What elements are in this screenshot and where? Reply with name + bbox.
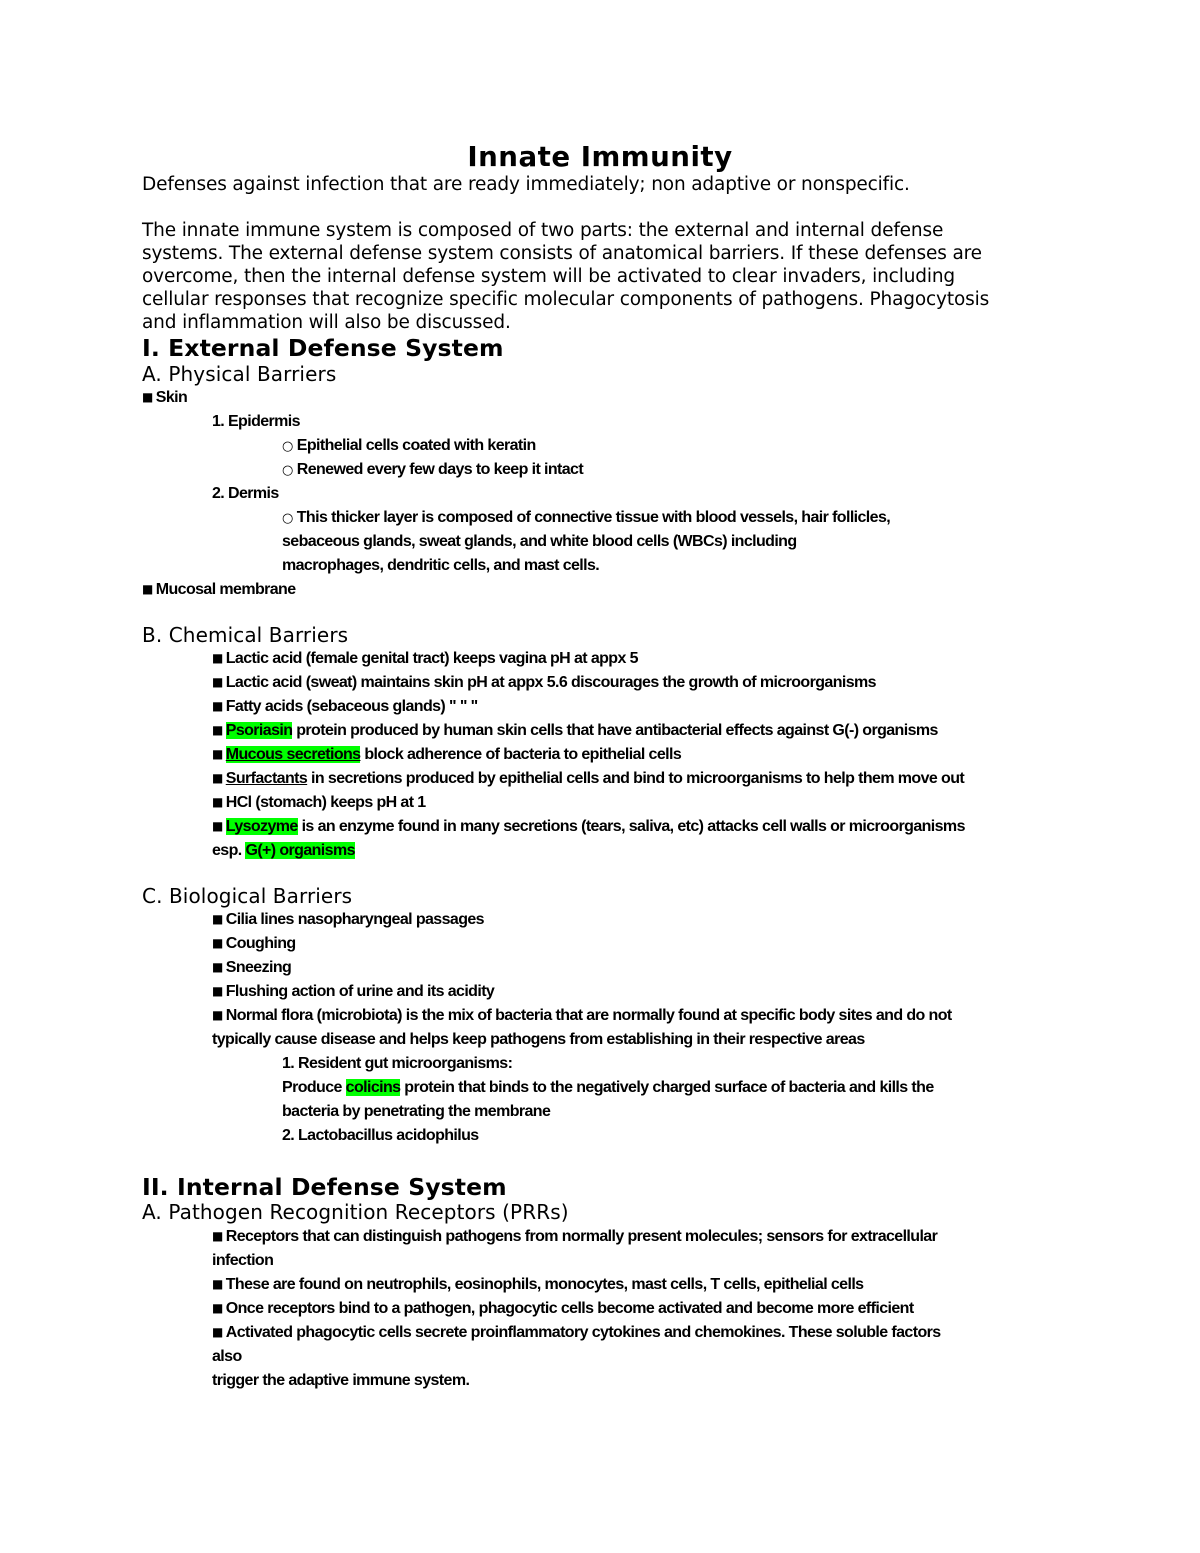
square-bullet-icon: ■	[212, 984, 223, 998]
list-item: ■ Normal flora (microbiota) is the mix of bacteria that are normally found at specific body sites and do not	[212, 1007, 952, 1024]
list-item-resident-gut: 1. Resident gut microorganisms:	[282, 1055, 513, 1072]
square-bullet-icon: ■	[212, 747, 223, 761]
subheading-physical-barriers: A. Physical Barriers	[142, 362, 337, 386]
subtitle: Defenses against infection that are ready immediately; non adaptive or nonspecific.	[142, 174, 910, 195]
list-item-lactobacillus: 2. Lactobacillus acidophilus	[282, 1127, 479, 1144]
square-bullet-icon: ■	[212, 723, 223, 737]
list-item: ■ Coughing	[212, 935, 296, 952]
square-bullet-icon: ■	[212, 795, 223, 809]
highlighted-term: Psoriasin	[225, 722, 293, 739]
underlined-term: Surfactants	[225, 770, 308, 787]
page-title: Innate Immunity	[467, 140, 733, 173]
square-bullet-icon: ■	[212, 1008, 223, 1022]
circle-bullet-icon: ○	[282, 439, 293, 454]
list-item-continuation: trigger the adaptive immune system.	[212, 1372, 470, 1389]
list-item-epidermis: 1. Epidermis	[212, 413, 300, 430]
subheading-prrs: A. Pathogen Recognition Receptors (PRRs)	[142, 1200, 569, 1224]
list-item-mucosal-membrane: ■ Mucosal membrane	[142, 581, 296, 598]
section-heading-internal: II. Internal Defense System	[142, 1173, 507, 1201]
list-item: ■ These are found on neutrophils, eosinophils, monocytes, mast cells, T cells, epithelial cells	[212, 1276, 864, 1293]
list-item-skin: ■ Skin	[142, 389, 188, 406]
list-item-continuation: bacteria by penetrating the membrane	[282, 1103, 551, 1120]
list-item: ■ Lysozyme is an enzyme found in many secretions (tears, saliva, etc) attacks cell walls or microorganisms	[212, 818, 965, 835]
intro-line: systems. The external defense system consists of anatomical barriers. If these defenses are	[142, 243, 982, 264]
list-item: ■ Psoriasin protein produced by human skin cells that have antibacterial effects against G(-) organisms	[212, 722, 938, 739]
square-bullet-icon: ■	[212, 699, 223, 713]
list-item: ■ Lactic acid (female genital tract) keeps vagina pH at appx 5	[212, 650, 638, 667]
list-item: ■ Lactic acid (sweat) maintains skin pH at appx 5.6 discourages the growth of microorganisms	[212, 674, 876, 691]
list-item-continuation: typically cause disease and helps keep pathogens from establishing in their respective areas	[212, 1031, 865, 1048]
square-bullet-icon: ■	[212, 651, 223, 665]
highlighted-term: G(+) organisms	[245, 842, 355, 859]
list-item: ○ This thicker layer is composed of connective tissue with blood vessels, hair follicles,	[282, 509, 891, 526]
square-bullet-icon: ■	[212, 1325, 223, 1339]
list-item: ■ Sneezing	[212, 959, 292, 976]
list-item: ■ Fatty acids (sebaceous glands) " " "	[212, 698, 478, 715]
subheading-biological-barriers: C. Biological Barriers	[142, 884, 353, 908]
list-item: ■ Receptors that can distinguish pathogens from normally present molecules; sensors for extracellular	[212, 1228, 938, 1245]
highlighted-term: Mucous secretions	[225, 746, 361, 763]
square-bullet-icon: ■	[212, 771, 223, 785]
square-bullet-icon: ■	[212, 675, 223, 689]
list-item-continuation: also	[212, 1348, 242, 1365]
list-item: ■ Cilia lines nasopharyngeal passages	[212, 911, 484, 928]
subheading-chemical-barriers: B. Chemical Barriers	[142, 623, 349, 647]
list-item-dermis: 2. Dermis	[212, 485, 279, 502]
intro-line: The innate immune system is composed of two parts: the external and internal defense	[142, 220, 944, 241]
list-item: ■ HCl (stomach) keeps pH at 1	[212, 794, 426, 811]
intro-line: and inflammation will also be discussed.	[142, 312, 511, 333]
list-item: ■ Surfactants in secretions produced by epithelial cells and bind to microorganisms to help them move out	[212, 770, 965, 787]
circle-bullet-icon: ○	[282, 511, 293, 526]
highlighted-term: Lysozyme	[225, 818, 298, 835]
square-bullet-icon: ■	[212, 960, 223, 974]
list-item: ○ Epithelial cells coated with keratin	[282, 437, 536, 454]
list-item: ■ Once receptors bind to a pathogen, phagocytic cells become activated and become more efficient	[212, 1300, 914, 1317]
highlighted-term: colicins	[345, 1079, 401, 1096]
square-bullet-icon: ■	[212, 1277, 223, 1291]
list-item-continuation: infection	[212, 1252, 274, 1269]
square-bullet-icon: ■	[142, 582, 153, 596]
section-heading-external: I. External Defense System	[142, 334, 504, 362]
intro-line: cellular responses that recognize specific molecular components of pathogens. Phagocytosis	[142, 289, 990, 310]
square-bullet-icon: ■	[212, 1301, 223, 1315]
square-bullet-icon: ■	[212, 1229, 223, 1243]
square-bullet-icon: ■	[212, 936, 223, 950]
list-item-continuation: Produce colicins protein that binds to the negatively charged surface of bacteria and kills the	[282, 1079, 934, 1096]
intro-line: overcome, then the internal defense system will be activated to clear invaders, including	[142, 266, 956, 287]
square-bullet-icon: ■	[142, 390, 153, 404]
list-item: ■ Activated phagocytic cells secrete proinflammatory cytokines and chemokines. These soluble factors	[212, 1324, 941, 1341]
circle-bullet-icon: ○	[282, 463, 293, 478]
list-item: ■ Mucous secretions block adherence of bacteria to epithelial cells	[212, 746, 682, 763]
square-bullet-icon: ■	[212, 912, 223, 926]
list-item-continuation: macrophages, dendritic cells, and mast cells.	[282, 557, 600, 574]
list-item-continuation: sebaceous glands, sweat glands, and white blood cells (WBCs) including	[282, 533, 797, 550]
square-bullet-icon: ■	[212, 819, 223, 833]
list-item-continuation: esp. G(+) organisms	[212, 842, 355, 859]
list-item: ■ Flushing action of urine and its acidity	[212, 983, 495, 1000]
list-item: ○ Renewed every few days to keep it intact	[282, 461, 584, 478]
